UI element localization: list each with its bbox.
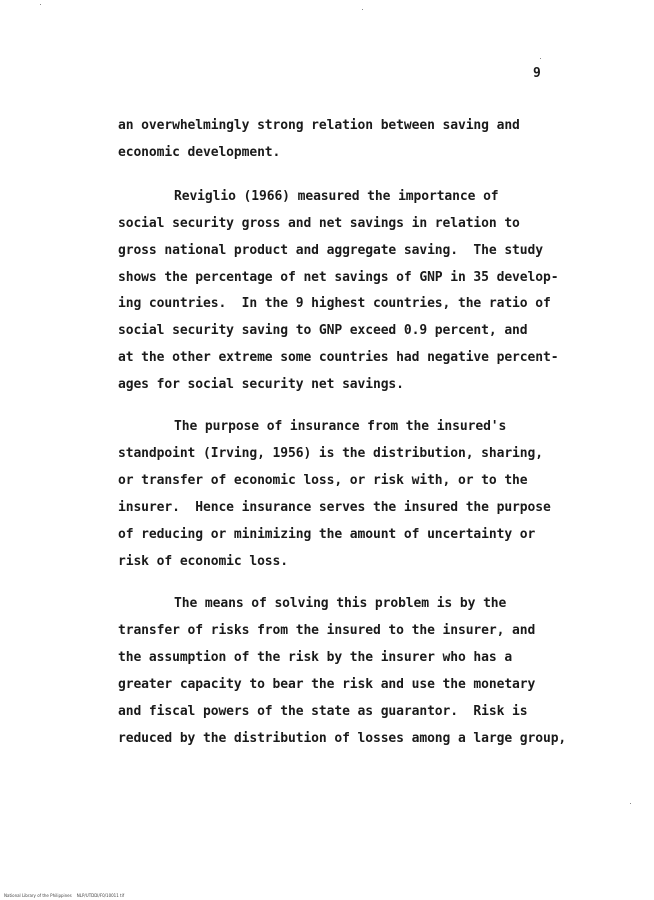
text-line: ing countries. In the 9 highest countries, the ratio of — [118, 296, 551, 311]
text-line: economic development. — [118, 145, 281, 160]
text-line: social security saving to GNP exceed 0.9 percent, and — [118, 323, 528, 338]
text-line: and fiscal powers of the state as guarantor. Risk is — [118, 704, 528, 719]
text-line: The purpose of insurance from the insured's — [174, 419, 507, 434]
text-line: risk of economic loss. — [118, 554, 288, 569]
scan-speck — [40, 4, 41, 5]
text-line: greater capacity to bear the risk and use the monetary — [118, 677, 536, 692]
text-line: Reviglio (1966) measured the importance of — [174, 189, 499, 204]
scan-speck — [540, 58, 541, 59]
text-line: an overwhelmingly strong relation between saving and — [118, 118, 520, 133]
scan-speck — [630, 803, 631, 804]
text-line: shows the percentage of net savings of GNP in 35 develop- — [118, 270, 559, 285]
text-line: social security gross and net savings in relation to — [118, 216, 520, 231]
scan-speck — [362, 9, 363, 10]
text-line: gross national product and aggregate saving. The study — [118, 243, 543, 258]
text-line: ages for social security net savings. — [118, 377, 404, 392]
text-line: or transfer of economic loss, or risk with, or to the — [118, 473, 528, 488]
text-line: the assumption of the risk by the insurer who has a — [118, 650, 513, 665]
text-line: reduced by the distribution of losses among a large group, — [118, 731, 567, 746]
text-line: standpoint (Irving, 1956) is the distribution, sharing, — [118, 446, 543, 461]
text-line: at the other extreme some countries had negative percent- — [118, 350, 559, 365]
text-line: transfer of risks from the insured to the insurer, and — [118, 623, 536, 638]
text-line: of reducing or minimizing the amount of uncertainty or — [118, 527, 536, 542]
text-line: The means of solving this problem is by the — [174, 596, 507, 611]
page-number: 9 — [533, 66, 541, 81]
scan-footer: National Library of the Philippines NLP/UTDDI/F0/10011 tif — [4, 893, 125, 898]
text-line: insurer. Hence insurance serves the insured the purpose — [118, 500, 551, 515]
